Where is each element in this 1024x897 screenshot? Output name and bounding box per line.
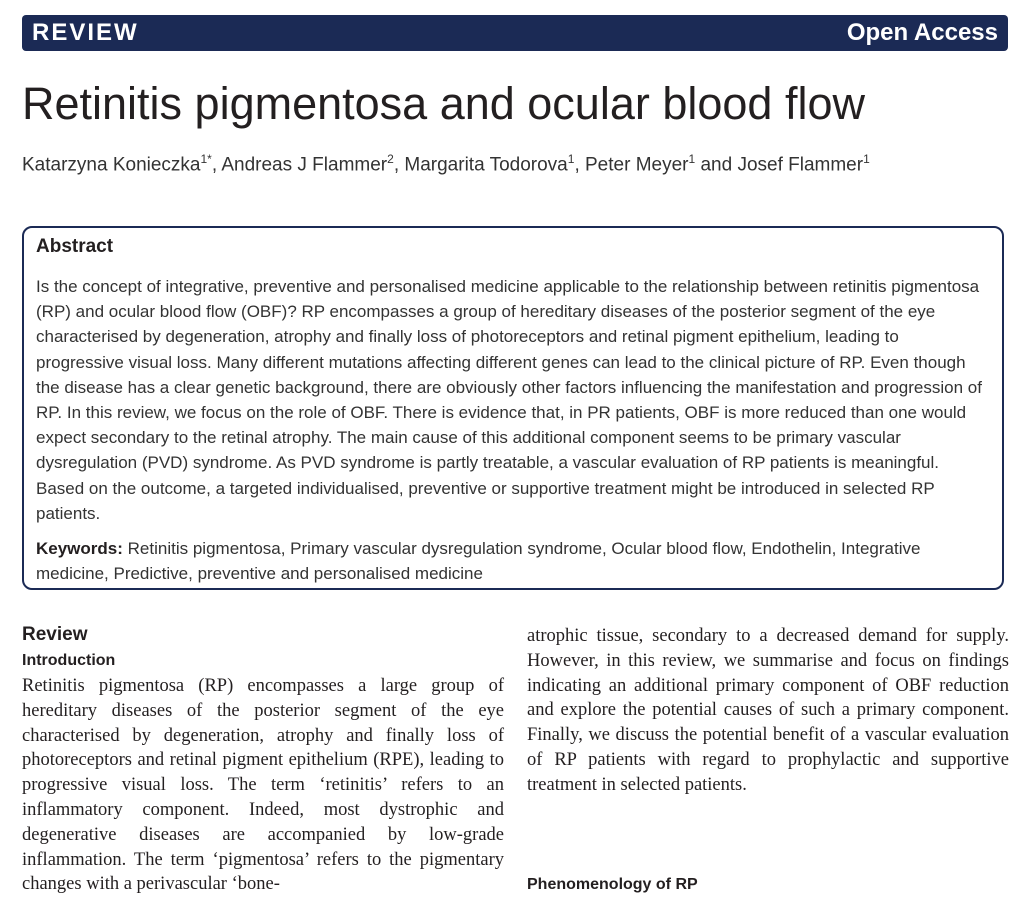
- abstract-heading: Abstract: [36, 236, 114, 257]
- author-name: Peter Meyer: [585, 154, 689, 176]
- author-separator: ,: [574, 154, 585, 176]
- keywords-text: Retinitis pigmentosa, Primary vascular dysregulation syndrome, Ocular blood flow, Endothelin, Integrative medicine, Predictive, preventive and personalised medicine: [36, 539, 921, 583]
- author-list: [22, 152, 870, 176]
- author-affiliation: 1*: [200, 152, 212, 166]
- abstract-box: [22, 226, 1004, 590]
- author-name: Margarita Todorova: [404, 154, 568, 176]
- author-separator: ,: [211, 154, 222, 176]
- subsection-heading-introduction: Introduction: [22, 652, 116, 669]
- subsection-heading-phenomenology: Phenomenology of RP: [527, 876, 698, 893]
- author-separator: ,: [393, 154, 405, 176]
- review-label: REVIEW: [32, 19, 139, 46]
- body-column-right: atrophic tissue, secondary to a decreased demand for supply. However, in this review, we summarise and focus on findings indicating an additional primary component of OBF reduction and explore the potential causes of such a primary component. Finally, we discuss the potential benefit of a vascular evaluation of RP patients with regard to prophylactic and supportive treatment in selected patients.: [527, 626, 1009, 795]
- author-affiliation: 1: [567, 152, 575, 166]
- open-access-label: Open Access: [846, 19, 998, 46]
- abstract-text: Is the concept of integrative, preventive and personalised medicine applicable to the relationship between retinitis pigmentosa (RP) and ocular blood flow (OBF)? RP encompasses a group of hereditary diseases of the posterior segment of the eye characterised by degeneration, atrophy and finally loss of photoreceptors and retinal pigment epithelium, leading to progressive visual loss. Many different mutations affecting different genes can lead to the clinical picture of RP. Even though the disease has a clear genetic background, there are obviously other factors influencing the manifestation and progression of RP. In this review, we focus on the role of OBF. There is evidence that, in PR patients, OBF is more reduced than one would expect secondary to the retinal atrophy. The main cause of this additional component seems to be primary vascular dysregulation (PVD) syndrome. As PVD syndrome is partly treatable, a vascular evaluation of RP patients is meaningful. Based on the outcome, a targeted individualised, preventive or supportive treatment might be introduced in selected RP patients.: [36, 277, 982, 523]
- author-name: Josef Flammer: [737, 154, 864, 176]
- author-name: Andreas J Flammer: [221, 154, 388, 176]
- body-column-left: Retinitis pigmentosa (RP) encompasses a large group of hereditary diseases of the posterior segment of the eye characterised by degeneration, atrophy and finally loss of photoreceptors and retinal pigment epithelium (RPE), leading to progressive visual loss. The term ‘retinitis’ refers to an inflammatory component. Indeed, most dystrophic and degenerative diseases are accompanied by low-grade inflammation. The term ‘pigmentosa’ refers to the pigmentary changes with a perivascular ‘bone-: [22, 676, 504, 895]
- keywords-label: Keywords:: [36, 539, 123, 558]
- author-affiliation: 1: [863, 152, 870, 166]
- author-name: Katarzyna Konieczka: [22, 154, 201, 176]
- article-title: Retinitis pigmentosa and ocular blood flow: [22, 78, 865, 129]
- author-separator: and: [695, 154, 738, 176]
- author-affiliation: 1: [688, 152, 696, 166]
- section-heading-review: Review: [22, 624, 88, 645]
- keywords: [36, 536, 986, 586]
- author-affiliation: 2: [387, 152, 394, 166]
- article-type-banner: [22, 15, 1008, 51]
